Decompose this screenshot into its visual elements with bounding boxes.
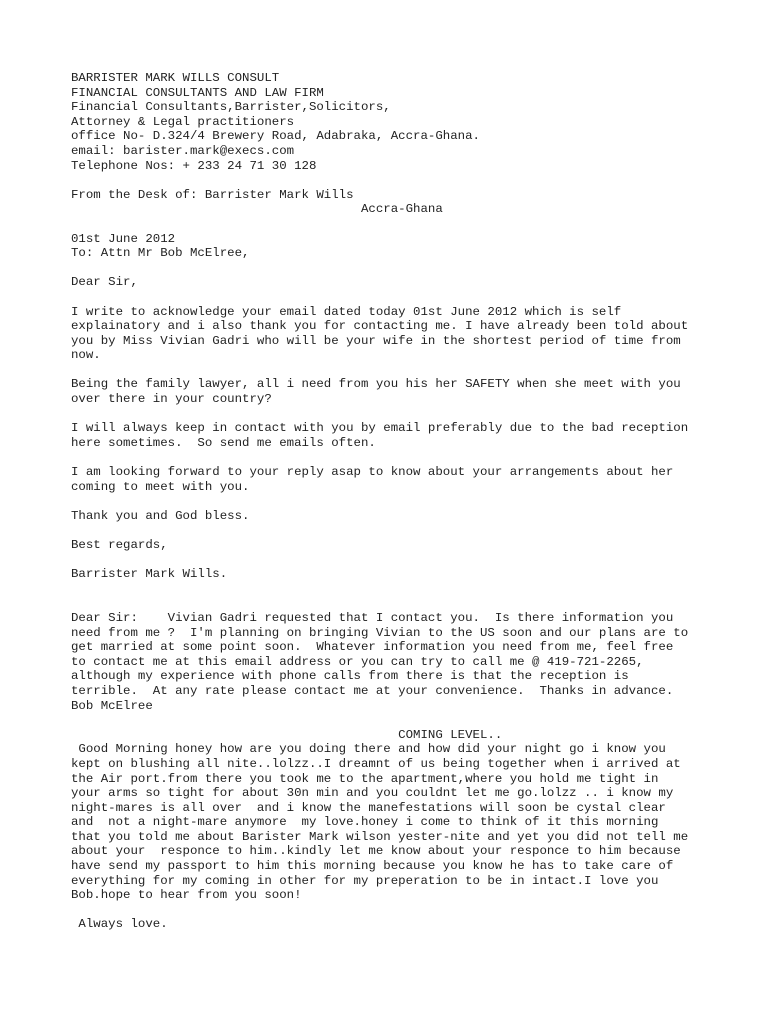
sign-off-section (71, 917, 688, 932)
salutation-section (71, 275, 688, 290)
signature-section (71, 567, 688, 582)
text-line: Telephone Nos: + 233 24 71 30 128 (71, 158, 317, 173)
closing-section (71, 509, 688, 524)
text-line: that you told me about Barister Mark wilson yester-nite and yet you did not tell me (71, 829, 689, 844)
text-line: terrible. At any rate please contact me at your convenience. Thanks in advance. (71, 683, 674, 698)
text-line: Best regards, (71, 538, 168, 552)
text-line: Bob McElree (71, 698, 153, 713)
text-line: I write to acknowledge your email dated today 01st June 2012 which is self (71, 304, 622, 319)
text-line: email: barister.mark@execs.com (71, 143, 295, 158)
closing-section (71, 538, 688, 553)
letterhead-section (71, 71, 688, 173)
text-line: COMING LEVEL.. (71, 727, 503, 742)
text-line: night-mares is all over and i know the manefestations will soon be cystal clear (71, 800, 666, 815)
text-line: Good Morning honey how are you doing there and how did your night go i know you (71, 742, 666, 757)
text-line: I will always keep in contact with you by email preferably due to the bad reception (71, 421, 689, 436)
text-line: need from me ? I'm planning on bringing Vivian to the US soon and our plans are to (71, 625, 689, 640)
text-line: and not a night-mare anymore my love.honey i come to think of it this morning (71, 815, 659, 830)
text-line: From the Desk of: Barrister Mark Wills (71, 187, 354, 202)
text-line: the Air port.from there you took me to the apartment,where you hold me tight in (71, 771, 659, 786)
paragraph-section (71, 421, 688, 450)
love-letter-section (71, 728, 688, 903)
from-desk-section (71, 188, 688, 217)
text-line: Being the family lawyer, all i need from you his her SAFETY when she meet with you (71, 377, 681, 392)
text-line: Attorney & Legal practitioners (71, 114, 295, 129)
text-line: kept on blushing all nite..lolzz..I dreamnt of us being together when i arrived at (71, 756, 681, 771)
text-line: get married at some point soon. Whatever information you need from me, feel free (71, 640, 674, 655)
text-line: BARRISTER MARK WILLS CONSULT (71, 71, 280, 85)
text-line: To: Attn Mr Bob McElree, (71, 246, 250, 261)
text-line: everything for my coming in other for my preperation to be in intact.I love you (71, 873, 659, 888)
text-line: explainatory and i also thank you for contacting me. I have already been told about (71, 319, 689, 334)
text-line: 01st June 2012 (71, 231, 176, 246)
document-page (71, 71, 688, 932)
text-line: coming to meet with you. (71, 479, 250, 494)
text-line: your arms so tight for about 30n min and you couldnt let me go.lolzz .. i know my (71, 786, 674, 801)
text-line: Thank you and God bless. (71, 508, 250, 523)
text-line: although my experience with phone calls from there is that the reception is (71, 669, 629, 684)
text-line: Always love. (71, 917, 168, 932)
date-recipient-section (71, 232, 688, 261)
text-line: to contact me at this email address or you can try to call me @ 419-721-2265, (71, 654, 644, 669)
text-line: Accra-Ghana (71, 202, 443, 217)
text-line: I am looking forward to your reply asap to know about your arrangements about her (71, 465, 674, 480)
text-line: Barrister Mark Wills. (71, 567, 228, 582)
text-line: Dear Sir, (71, 275, 138, 290)
text-line: office No- D.324/4 Brewery Road, Adabraka, Accra-Ghana. (71, 129, 480, 144)
paragraph-section (71, 465, 688, 494)
text-line: now. (71, 348, 101, 363)
text-line: here sometimes. So send me emails often. (71, 435, 376, 450)
text-line: FINANCIAL CONSULTANTS AND LAW FIRM (71, 85, 324, 100)
text-line: about your responce to him..kindly let me know about your responce to him because (71, 844, 681, 859)
text-line: Financial Consultants,Barrister,Solicitors, (71, 100, 391, 115)
reply-email-section (71, 611, 688, 713)
text-line: have send my passport to him this morning because you know he has to take care of (71, 859, 674, 874)
text-line: you by Miss Vivian Gadri who will be your wife in the shortest period of time from (71, 333, 681, 348)
text-line: over there in your country? (71, 392, 272, 407)
paragraph-section (71, 305, 688, 363)
text-line: Bob.hope to hear from you soon! (71, 888, 302, 903)
text-line: Dear Sir: Vivian Gadri requested that I contact you. Is there information you (71, 610, 674, 625)
paragraph-section (71, 377, 688, 406)
